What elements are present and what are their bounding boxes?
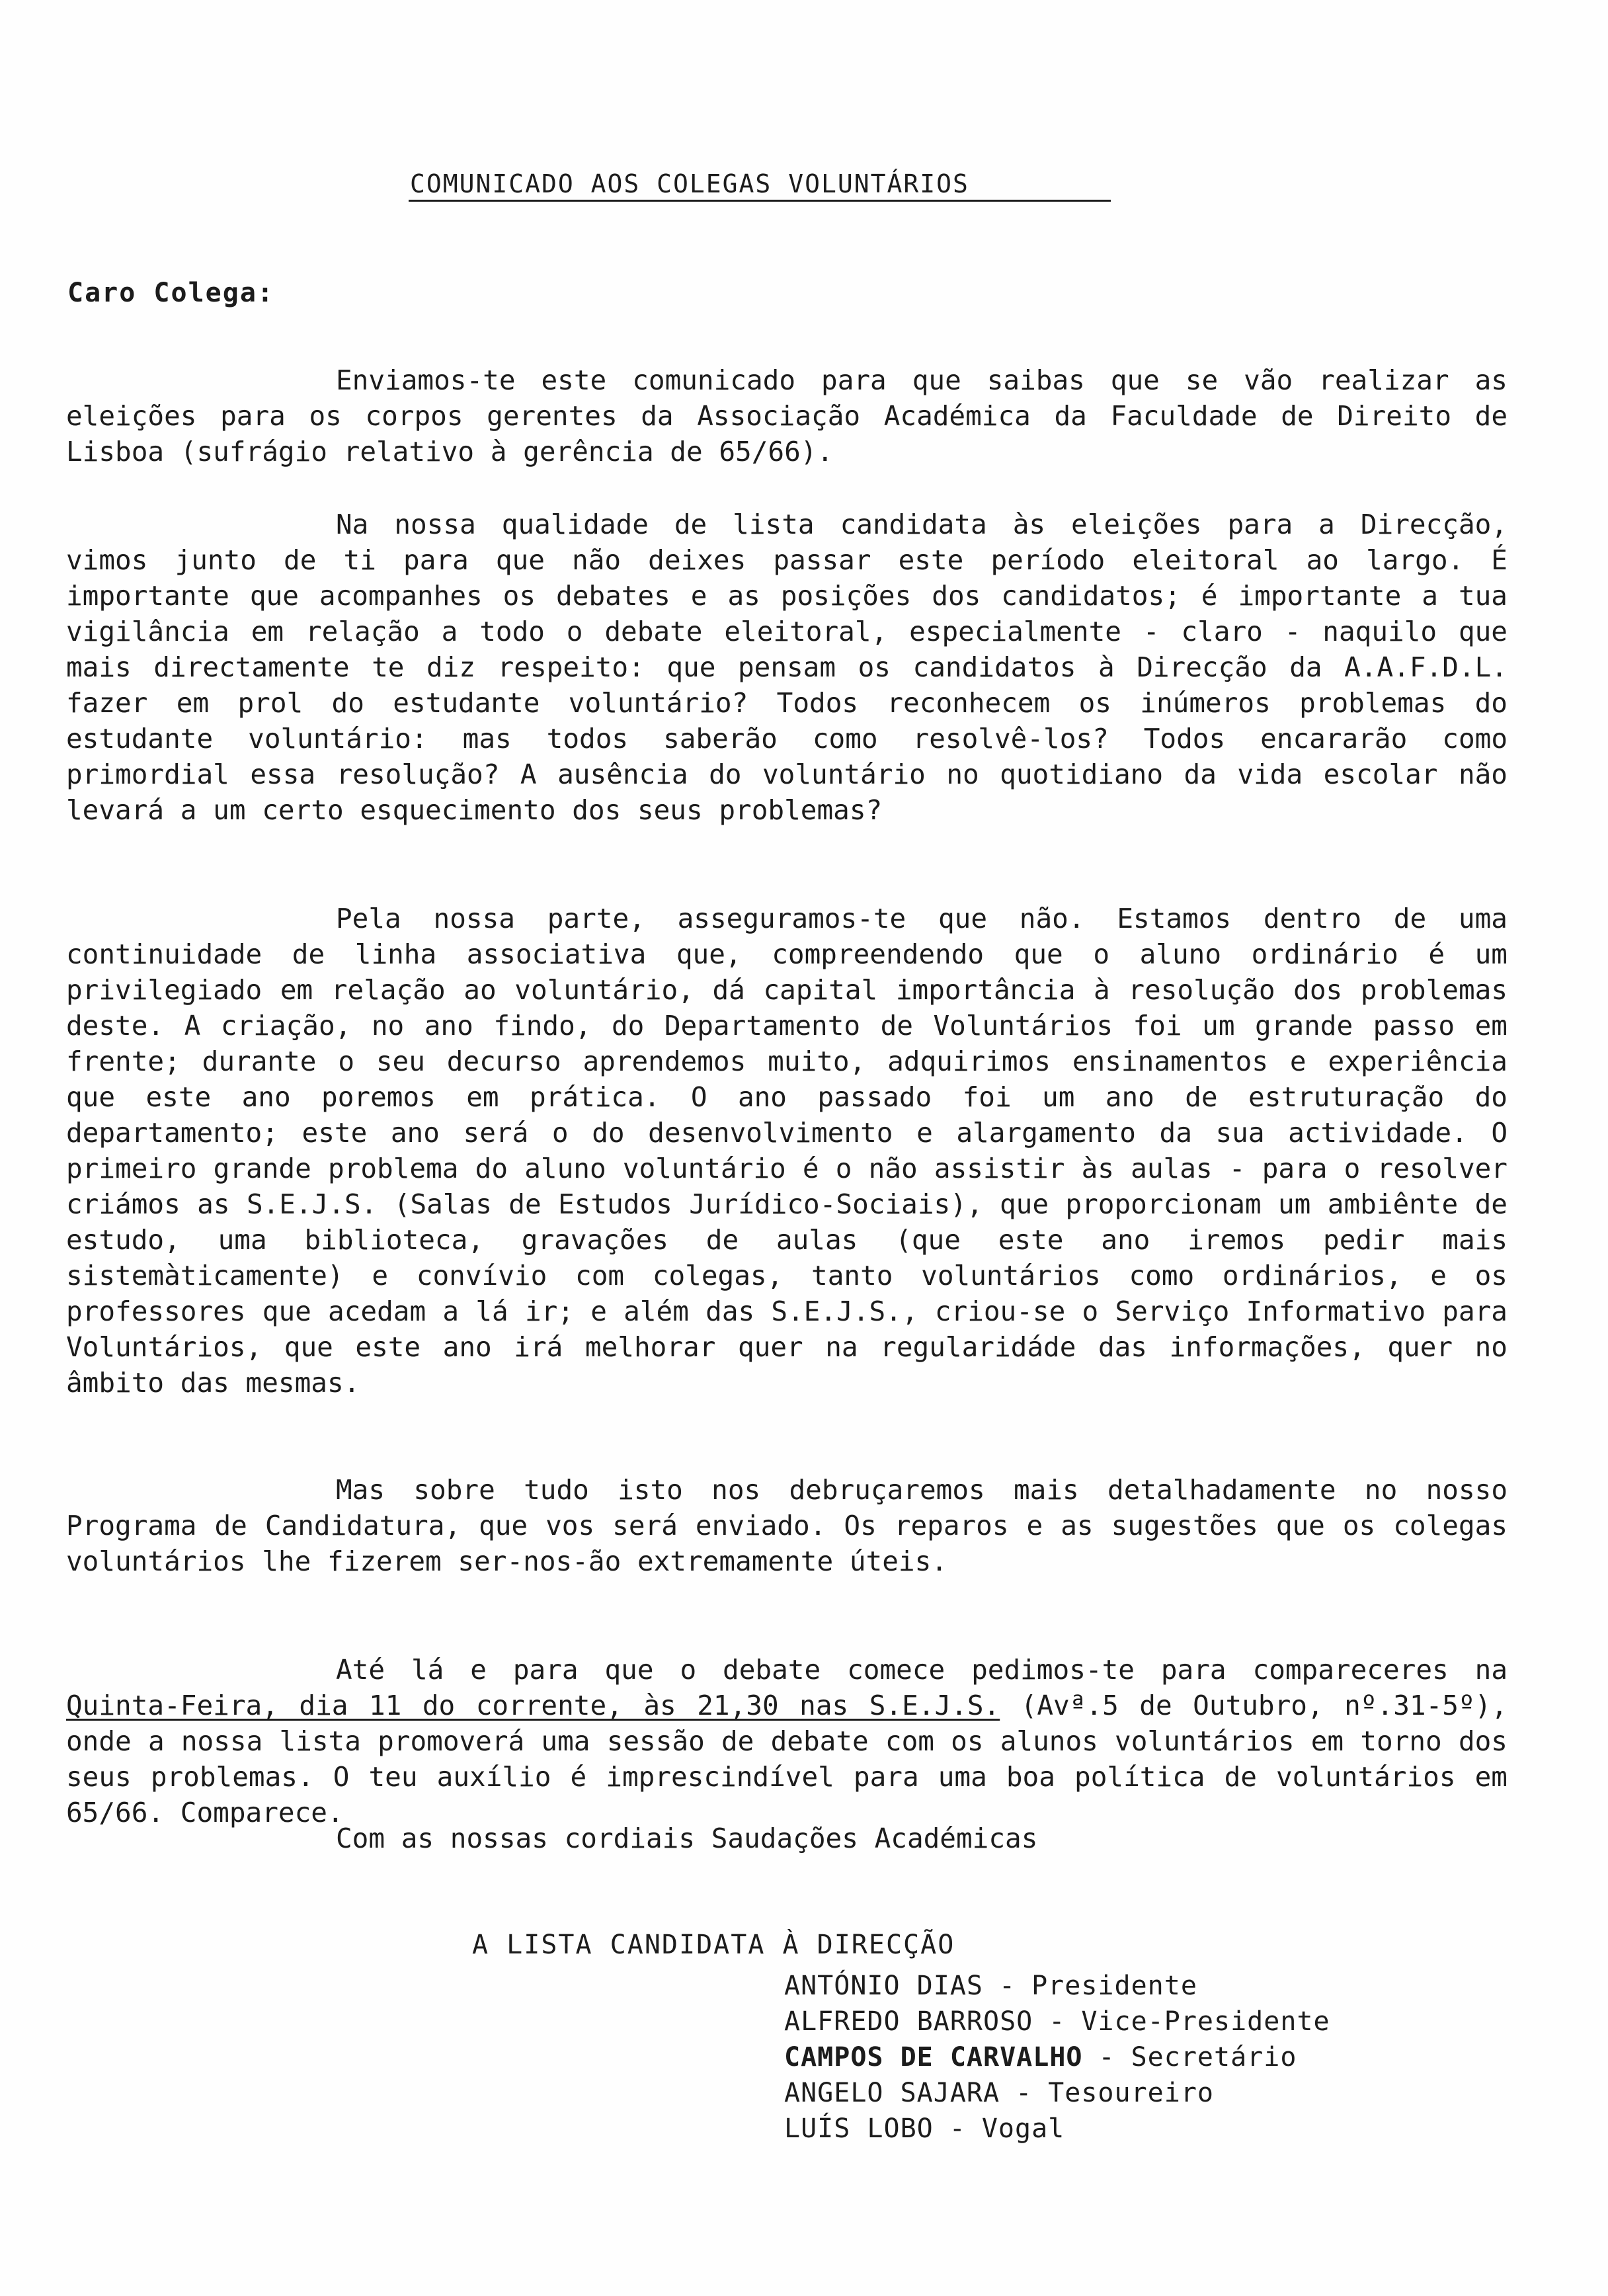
member-dash: - xyxy=(1016,2078,1033,2108)
paragraph-3-text: Pela nossa parte, asseguramos-te que não. Estamos dentro de uma continuidade de linha associativa que, compreendendo que o aluno ordinário é um privilegiado em relação ao voluntário, dá capital importância à resolução dos problemas deste. A criação, no ano findo, do Departamento de Voluntários foi um grande passo em frente; durante o seu decurso aprendemos muito, adquirimos ensinamentos e experiência que este ano poremos em prática. O ano passado foi um ano de estruturação do departamento; este ano será o do desenvolvimento e alargamento da sua actividade. O primeiro grande problema do aluno voluntário é o não assistir às aulas - para o resolver criámos as S.E.J.S. (Salas de Estudos Jurídico-Sociais), que proporcionam um ambiênte de estudo, uma biblioteca, gravações de aulas (que este ano iremos pedir mais sistemàticamente) e convívio com colegas, tanto voluntários como ordinários, e os professores que acedam a lá ir; e além das S.E.J.S., criou-se o Serviço Informativo para Voluntários, que este ano irá melhorar quer na regularidáde das informações, quer no âmbito das mesmas. xyxy=(66,903,1508,1399)
member-list xyxy=(784,1968,1330,2147)
member-row xyxy=(784,2111,1330,2147)
title-underline xyxy=(409,200,1111,202)
meeting-details: Quinta-Feira, dia 11 do corrente, às 21,30 nas S.E.J.S. xyxy=(66,1690,1000,1721)
member-name: ANTÓNIO DIAS xyxy=(784,1971,983,2001)
paragraph-1-text: Enviamos-te este comunicado para que saibas que se vão realizar as eleições para os corpos gerentes da Associação Académica da Faculdade de Direito de Lisboa (sufrágio relativo à gerência de 65/66). xyxy=(66,364,1508,468)
member-role: Vice-Presidente xyxy=(1081,2006,1330,2037)
member-role: Presidente xyxy=(1031,1971,1197,2001)
member-name: ALFREDO BARROSO xyxy=(784,2006,1033,2037)
member-dash: - xyxy=(1098,2042,1115,2072)
member-dash: - xyxy=(1049,2006,1066,2037)
paragraph-3 xyxy=(66,901,1508,1401)
member-role: Vogal xyxy=(981,2113,1065,2144)
list-title: A LISTA CANDIDATA À DIRECÇÃO xyxy=(472,1930,955,1960)
member-row xyxy=(784,2075,1330,2111)
salutation: Caro Colega: xyxy=(67,278,274,308)
member-dash: - xyxy=(998,1971,1016,2001)
paragraph-4-text: Mas sobre tudo isto nos debruçaremos mais detalhadamente no nosso Programa de Candidatura, que vos será enviado. Os reparos e as sugestões que os colegas voluntários lhe fizerem ser-nos-ão extremamente úteis. xyxy=(66,1474,1508,1577)
member-name: LUÍS LOBO xyxy=(784,2113,934,2144)
member-row xyxy=(784,2039,1330,2075)
member-name: CAMPOS DE CARVALHO xyxy=(784,2042,1083,2072)
paragraph-2-text: Na nossa qualidade de lista candidata às eleições para a Direcção, vimos junto de ti para que não deixes passar este período eleitoral ao largo. É importante que acompanhes os debates e as posições dos candidatos; é importante a tua vigilância em relação a todo o debate eleitoral, especialmente - claro - naquilo que mais directamente te diz respeito: que pensam os candidatos à Direcção da A.A.F.D.L. fazer em prol do estudante voluntário? Todos reconhecem os inúmeros problemas do estudante voluntário: mas todos saberão como resolvê-los? Todos encararão como primordial essa resolução? A ausência do voluntário no quotidiano da vida escolar não levará a um certo esquecimento dos seus problemas? xyxy=(66,509,1508,826)
paragraph-2 xyxy=(66,507,1508,828)
member-row xyxy=(784,1968,1330,2004)
member-role: Tesoureiro xyxy=(1048,2078,1214,2108)
paragraph-1 xyxy=(66,362,1508,470)
member-dash: - xyxy=(949,2113,966,2144)
paragraph-5 xyxy=(66,1652,1508,1830)
paragraph-4 xyxy=(66,1472,1508,1579)
document-title: COMUNICADO AOS COLEGAS VOLUNTÁRIOS xyxy=(410,169,969,198)
member-name: ANGELO SAJARA xyxy=(784,2078,1000,2108)
paragraph-5-text-after: (Avª.5 de Outubro, nº.31-5º), onde a nossa lista promoverá uma sessão de debate com os alunos voluntários em torno dos seus problemas. O teu auxílio é imprescindível para uma boa política de voluntários em 65/66. Comparece. xyxy=(66,1690,1508,1828)
paragraph-5-text-before: Até lá e para que o debate comece pedimos-te para compareceres na xyxy=(336,1654,1508,1686)
member-role: Secretário xyxy=(1131,2042,1297,2072)
member-row xyxy=(784,2004,1330,2039)
closing-greeting: Com as nossas cordiais Saudações Académicas xyxy=(336,1823,1038,1854)
